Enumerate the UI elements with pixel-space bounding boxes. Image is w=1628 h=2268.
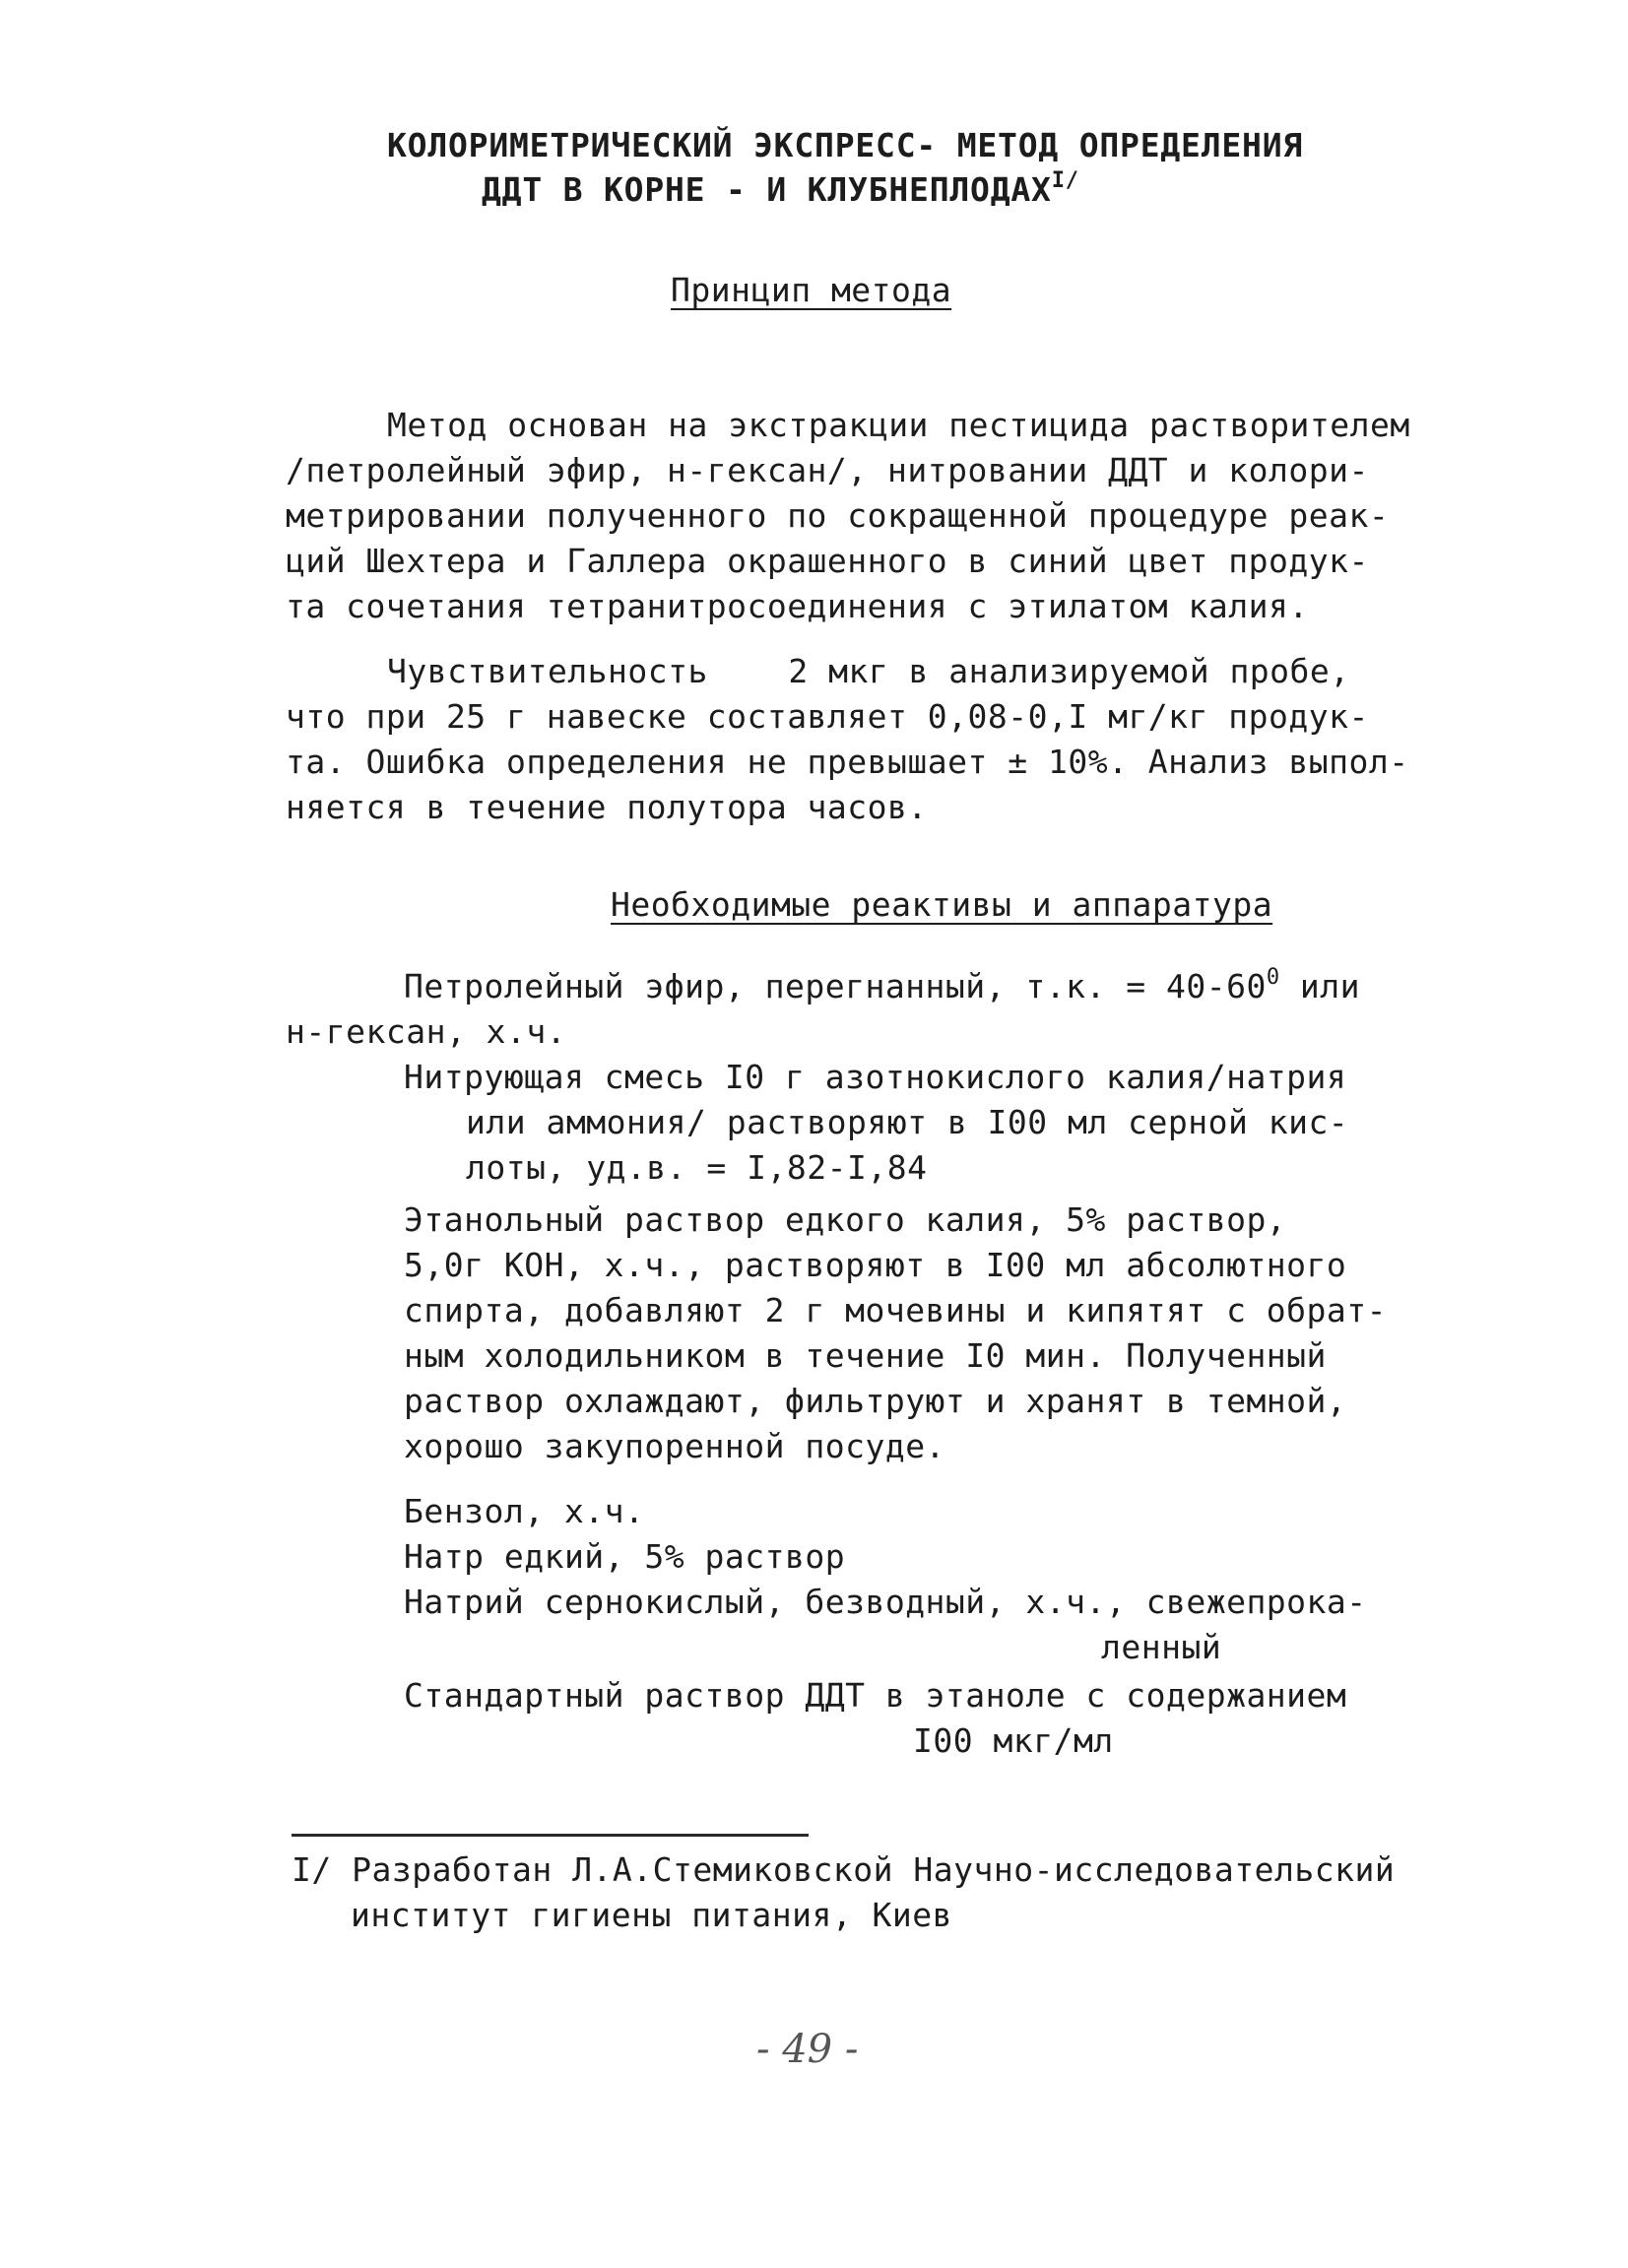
reagent-item-3-line: хорошо закупоренной посуде. [404, 1427, 945, 1465]
reagent-item-1-line-1 [404, 965, 1361, 1005]
reagent-item-5: Натр едкий, 5% раствор [404, 1537, 846, 1576]
principle-para1-line: метрировании полученного по сокращенной процедуре реак- [286, 496, 1390, 535]
principle-para1-line: Метод основан на экстракции пестицида растворителем [387, 406, 1410, 444]
title-line-1: КОЛОРИМЕТРИЧЕСКИЙ ЭКСПРЕСС- МЕТОД ОПРЕДЕЛЕНИЯ [387, 126, 1304, 164]
reagent-item-6-line-1: Натрий сернокислый, безводный, х.ч., свежепрока- [404, 1583, 1367, 1621]
footnote-line-2: институт гигиены питания, Киев [351, 1896, 953, 1934]
footnote-separator [292, 1834, 809, 1837]
degree-mark: 0 [1266, 965, 1280, 990]
reagent-item-3-line: 5,0г КОН, х.ч., растворяют в I00 мл абсолютного [404, 1246, 1347, 1284]
reagent-item-2-line: или аммония/ растворяют в I00 мл серной кис- [466, 1103, 1349, 1141]
principle-para1-line: ций Шехтера и Галлера окрашенного в синий цвет продук- [286, 542, 1369, 580]
reagent-item-3-line: раствор охлаждают, фильтруют и хранят в темной, [404, 1382, 1347, 1420]
reagent-item-3-line: спирта, добавляют 2 г мочевины и кипятят с обрат- [404, 1291, 1388, 1329]
section-heading-reagents: Необходимые реактивы и аппаратура [611, 885, 1273, 924]
reagent-item-2-line: лоты, уд.в. = I,82-I,84 [466, 1148, 928, 1187]
principle-para2-line: та. Ошибка определения не превышает ± 10%. Анализ выпол- [286, 743, 1409, 781]
principle-para2-line: Чувствительность 2 мкг в анализируемой пробе, [387, 652, 1350, 690]
principle-para1-line: /петролейный эфир, н-гексан/, нитровании ДДТ и колори- [286, 451, 1369, 489]
reagent-item-2-line: Нитрующая смесь I0 г азотнокислого калия/натрия [404, 1058, 1347, 1096]
page-number: - 49 - [756, 2027, 859, 2072]
principle-para2-line: няется в течение полутора часов. [286, 788, 928, 826]
title-footnote-mark: I/ [1051, 168, 1079, 193]
reagent-item-3-line: ным холодильником в течение I0 мин. Полученный [404, 1336, 1327, 1375]
footnote-line-1: I/ Разработан Л.А.Стемиковской Научно-исследовательский [292, 1850, 1396, 1889]
principle-para2-line: что при 25 г навеске составляет 0,08-0,I мг/кг продук- [286, 697, 1369, 736]
reagent-item-1-text: Петролейный эфир, перегнанный, т.к. = 40-60 [404, 967, 1267, 1005]
reagent-item-1-line-2: н-гексан, х.ч. [286, 1012, 567, 1051]
reagent-item-1-after: или [1279, 967, 1361, 1005]
section-heading-principle: Принцип метода [671, 271, 952, 309]
reagent-item-6-line-2: ленный [1101, 1628, 1222, 1666]
principle-para1-line: та сочетания тетранитросоединения с этилатом калия. [286, 587, 1309, 625]
reagent-item-7-line-2: I00 мкг/мл [913, 1721, 1114, 1760]
title-line-2-text: ДДТ В КОРНЕ - И КЛУБНЕПЛОДАХ [482, 170, 1052, 209]
reagent-item-7-line-1: Стандартный раствор ДДТ в этаноле с содержанием [404, 1676, 1347, 1715]
title-line-2 [482, 168, 1079, 209]
reagent-item-3-line: Этанольный раствор едкого калия, 5% раствор, [404, 1200, 1287, 1239]
reagent-item-4: Бензол, х.ч. [404, 1492, 645, 1530]
